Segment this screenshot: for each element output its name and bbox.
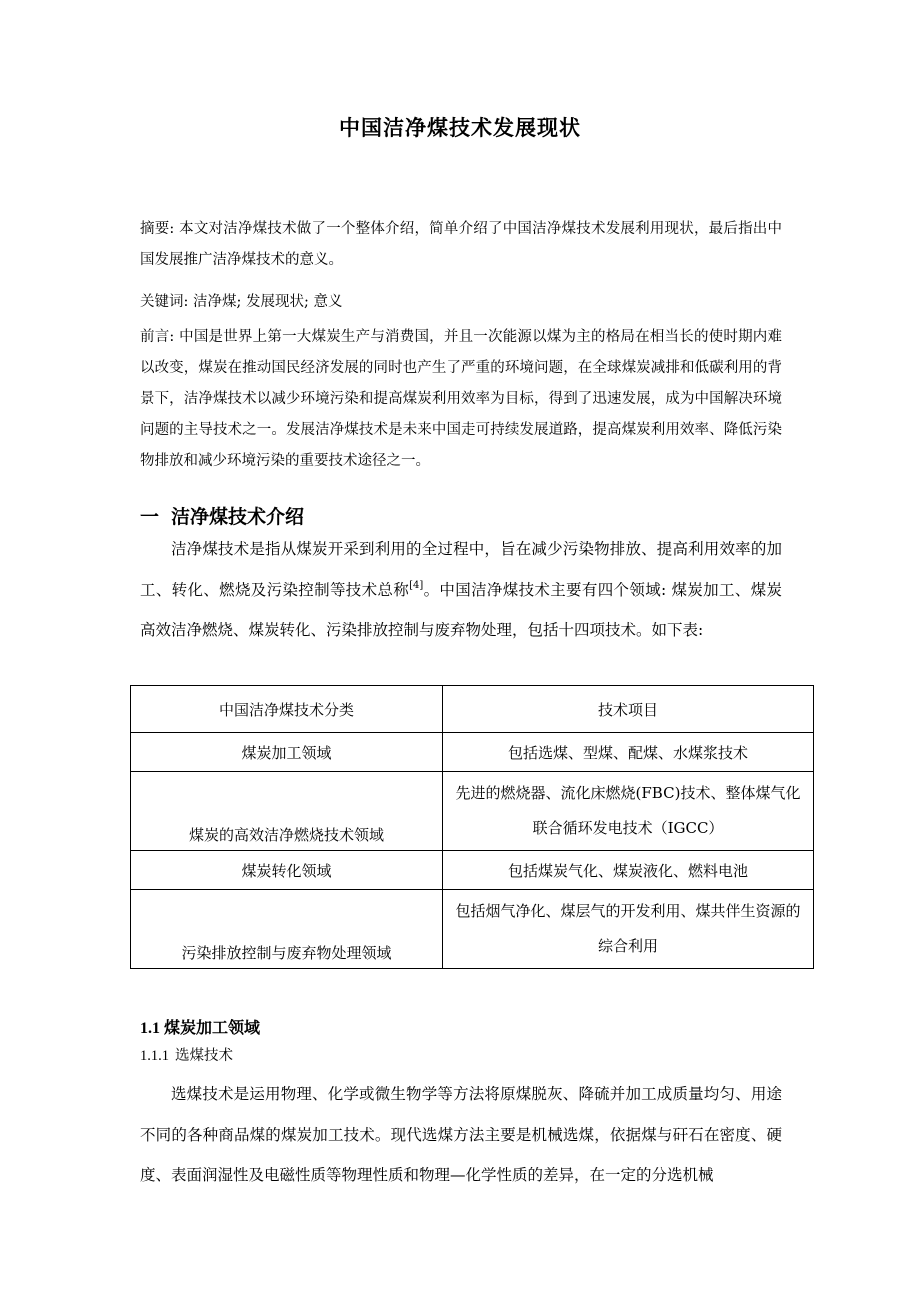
section-heading-1 — [140, 502, 304, 529]
table-row — [131, 890, 814, 969]
table-cell-category: 污染排放控制与废弃物处理领域 — [131, 890, 443, 969]
section-number: 一 — [140, 506, 160, 528]
keywords: 关键词: 洁净煤; 发展现状; 意义 — [140, 294, 343, 310]
table-cell-items: 先进的燃烧器、流化床燃烧(FBC)技术、整体煤气化联合循环发电技术（IGCC） — [443, 772, 814, 851]
subsubsection-heading — [140, 1044, 233, 1065]
table-cell-items: 包括烟气净化、煤层气的开发利用、煤共伴生资源的综合利用 — [443, 890, 814, 969]
preface: 前言: 中国是世界上第一大煤炭生产与消费国，并且一次能源以煤为主的格局在相当长的使时期内难以改变，煤炭在推动国民经济发展的同时也产生了严重的环境问题，在全球煤炭减排和低碳利用的背景下，洁净煤技术以减少环境污染和提高煤炭利用效率为目标，得到了迅速发展，成为中国解决环境问题的主导技术之一。发展洁净煤技术是未来中国走可持续发展道路，提高煤炭利用效率、降低污染物排放和减少环境污染的重要技术途径之一。 — [140, 329, 782, 469]
tech-classification-table — [130, 685, 814, 969]
subsection-heading: 1.1 煤炭加工领域 — [140, 1020, 261, 1037]
subsubsection-title: 选煤技术 — [175, 1048, 233, 1064]
subsubsection-number: 1.1.1 — [140, 1048, 169, 1064]
table-header-category: 中国洁净煤技术分类 — [131, 686, 443, 733]
table-header-row — [131, 686, 814, 733]
table-row — [131, 772, 814, 851]
intro-text-part-1: 洁净煤技术是指从煤炭开采到利用的全过程中，旨在减少污染物排放、提高利用效率的加工、转化、燃烧及污染控制等技术总称 — [140, 540, 782, 599]
table-cell-items: 包括选煤、型煤、配煤、水煤浆技术 — [443, 733, 814, 772]
document-title: 中国洁净煤技术发展现状 — [339, 116, 581, 140]
table-cell-items: 包括煤炭气化、煤炭液化、燃料电池 — [443, 851, 814, 890]
intro-paragraph — [140, 529, 782, 651]
citation-ref[interactable]: [4] — [409, 579, 424, 591]
section-title: 洁净煤技术介绍 — [171, 506, 305, 528]
table-row — [131, 733, 814, 772]
table-row — [131, 851, 814, 890]
table-cell-category: 煤炭的高效洁净燃烧技术领域 — [131, 772, 443, 851]
table-cell-category: 煤炭加工领域 — [131, 733, 443, 772]
coal-prep-paragraph: 选煤技术是运用物理、化学或微生物学等方法将原煤脱灰、降硫并加工成质量均匀、用途不同的各种商品煤的煤炭加工技术。现代选煤方法主要是机械选煤，依据煤与矸石在密度、硬度、表面润湿性及电磁性质等物理性质和物理—化学性质的差异，在一定的分选机械 — [140, 1085, 782, 1184]
table-header-items: 技术项目 — [443, 686, 814, 733]
abstract: 摘要: 本文对洁净煤技术做了一个整体介绍，简单介绍了中国洁净煤技术发展利用现状，最后指出中国发展推广洁净煤技术的意义。 — [140, 221, 782, 268]
table-cell-category: 煤炭转化领域 — [131, 851, 443, 890]
intro-text-part-2: 。中国洁净煤技术主要有四个领域: 煤炭加工、煤炭高效洁净燃烧、煤炭转化、污染排放控制与废弃物处理，包括十四项技术。如下表: — [140, 580, 782, 639]
